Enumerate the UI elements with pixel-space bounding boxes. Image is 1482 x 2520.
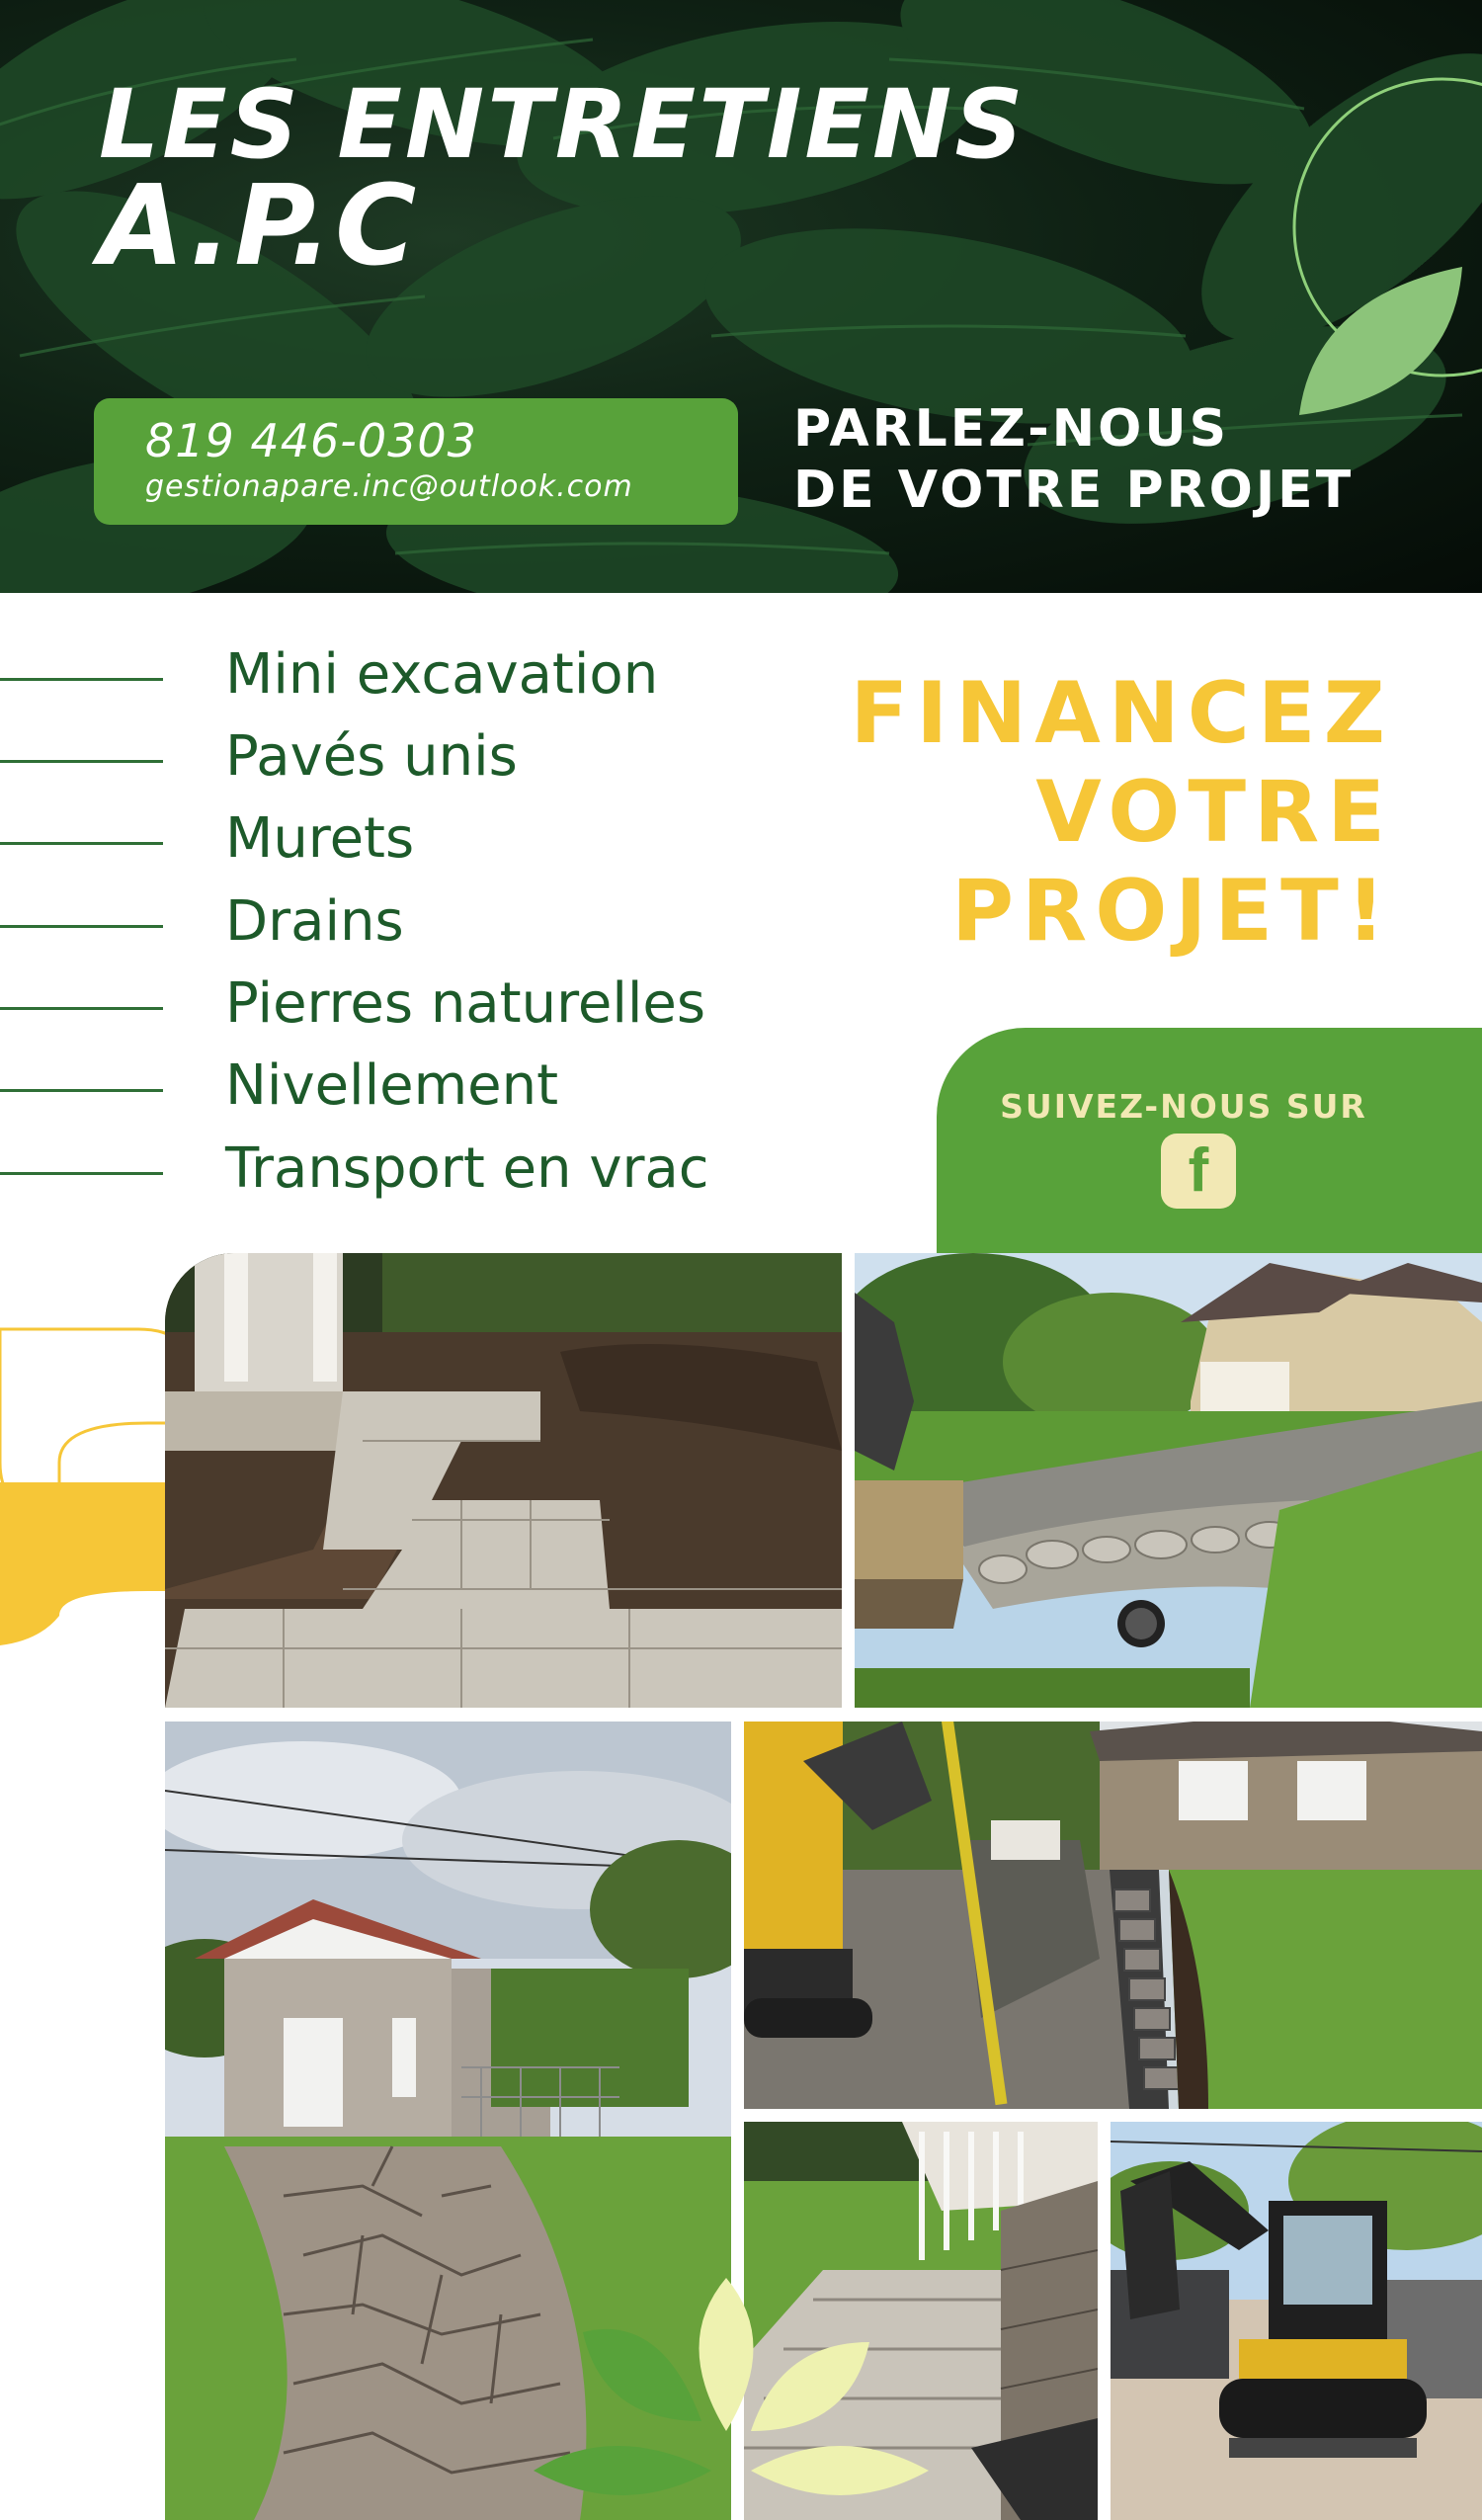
follow-us-label: SUIVEZ-NOUS SUR bbox=[1000, 1087, 1367, 1126]
service-divider bbox=[0, 1089, 163, 1092]
service-divider bbox=[0, 760, 163, 763]
service-item bbox=[0, 797, 790, 871]
cta-line2: DE VOTRE PROJET bbox=[793, 461, 1355, 520]
service-item bbox=[0, 714, 790, 789]
social-follow-box bbox=[937, 1028, 1482, 1255]
service-divider bbox=[0, 842, 163, 845]
service-divider bbox=[0, 1007, 163, 1010]
company-name bbox=[99, 69, 1027, 291]
service-item bbox=[0, 962, 790, 1036]
service-divider bbox=[0, 925, 163, 928]
company-name-line2: A.P.C bbox=[99, 162, 420, 291]
service-item bbox=[0, 880, 790, 954]
contact-call-to-action bbox=[793, 398, 1354, 521]
cta-line1: PARLEZ-NOUS bbox=[793, 399, 1230, 459]
phone-number[interactable]: 819 446-0303 bbox=[145, 414, 477, 467]
contact-box bbox=[94, 398, 738, 525]
financing-line3: PROJET! bbox=[951, 862, 1393, 961]
service-item bbox=[0, 1127, 790, 1201]
service-label: Transport en vrac bbox=[225, 1136, 709, 1201]
service-label: Pavés unis bbox=[225, 724, 518, 789]
service-item bbox=[0, 632, 790, 707]
service-item bbox=[0, 1044, 790, 1118]
financing-line1: FINANCEZ bbox=[850, 664, 1393, 763]
photo-stone-walkway bbox=[165, 1253, 842, 1708]
company-name-line1: LES ENTRETIENS bbox=[99, 69, 1027, 180]
photo-retaining-wall bbox=[744, 1722, 1482, 2109]
service-label: Murets bbox=[225, 806, 415, 871]
service-label: Drains bbox=[225, 889, 404, 954]
service-divider bbox=[0, 678, 163, 681]
photo-mini-excavator bbox=[1111, 2122, 1482, 2520]
financing-headline bbox=[851, 664, 1393, 961]
facebook-icon[interactable]: f bbox=[1161, 1134, 1236, 1209]
green-leaves-decoration bbox=[524, 2273, 939, 2520]
service-label: Nivellement bbox=[225, 1053, 559, 1118]
service-label: Mini excavation bbox=[225, 642, 659, 707]
service-label: Pierres naturelles bbox=[225, 971, 706, 1036]
financing-line2: VOTRE bbox=[1035, 763, 1393, 862]
service-divider bbox=[0, 1172, 163, 1175]
header-banner bbox=[0, 0, 1482, 593]
email-address[interactable]: gestionapare.inc@outlook.com bbox=[145, 469, 633, 504]
photo-excavator-driveway bbox=[855, 1253, 1482, 1708]
